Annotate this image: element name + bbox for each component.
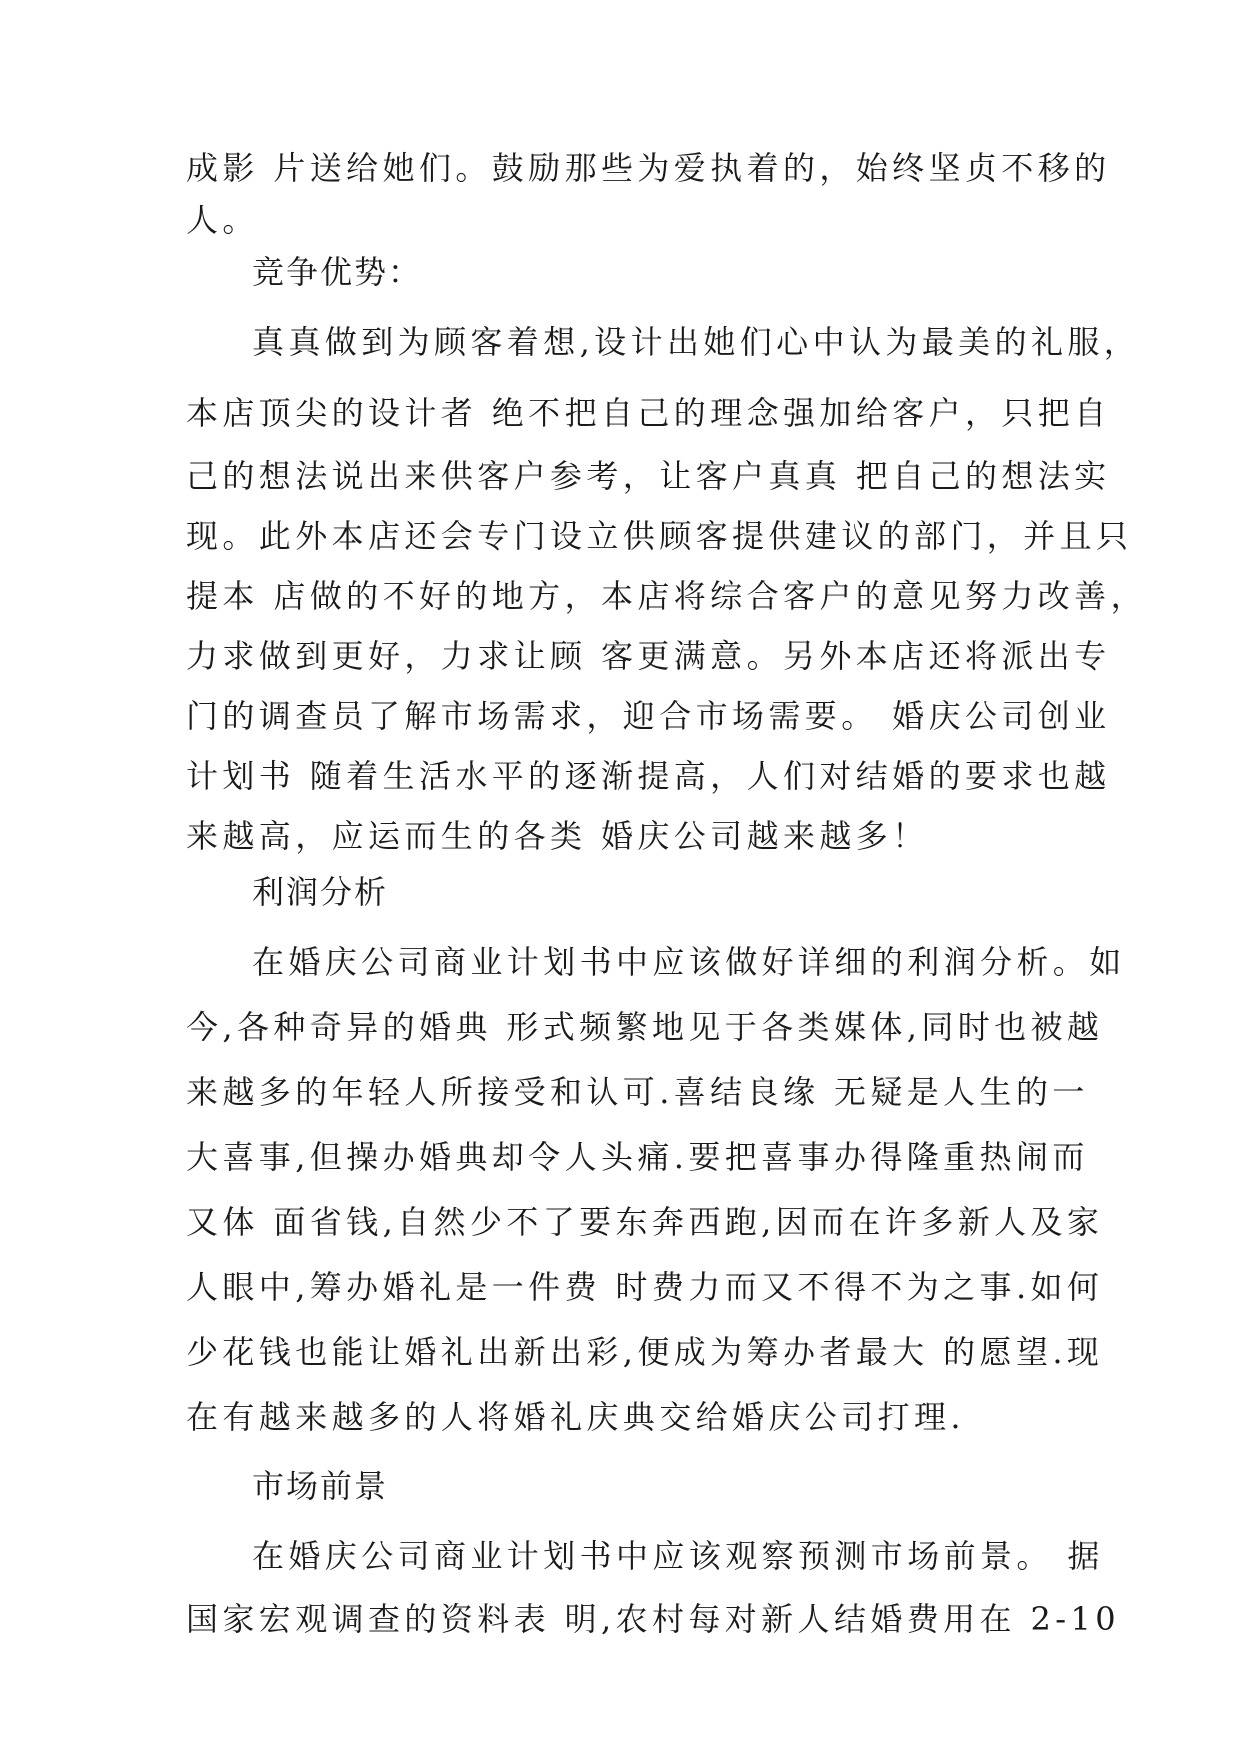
section-heading: 利润分析 xyxy=(252,873,389,911)
paragraph-line: 真真做到为顾客着想,设计出她们心中认为最美的礼服， xyxy=(252,323,1141,361)
section-heading: 市场前景 xyxy=(252,1467,389,1505)
paragraph-line: 提本 店做的不好的地方，本店将综合客户的意见努力改善， xyxy=(186,577,1147,615)
paragraph-line: 人。 xyxy=(186,201,259,239)
paragraph-line: 己的想法说出来供客户参考，让客户真真 把自己的想法实 xyxy=(186,457,1111,495)
section-heading: 竞争优势： xyxy=(252,253,423,291)
paragraph-line: 本店顶尖的设计者 绝不把自己的理念强加给客户，只把自 xyxy=(186,394,1111,432)
paragraph-line: 又体 面省钱,自然少不了要东奔西跑,因而在许多新人及家 xyxy=(186,1203,1104,1241)
paragraph-line: 在婚庆公司商业计划书中应该观察预测市场前景。 据 xyxy=(252,1537,1104,1575)
paragraph-line: 成影 片送给她们。鼓励那些为爱执着的，始终坚贞不移的 xyxy=(186,149,1111,187)
paragraph-line: 少花钱也能让婚礼出新出彩,便成为筹办者最大 的愿望.现 xyxy=(186,1333,1104,1371)
paragraph-line: 现。此外本店还会专门设立供顾客提供建议的部门，并且只 xyxy=(186,517,1133,555)
paragraph-line: 力求做到更好，力求让顾 客更满意。另外本店还将派出专 xyxy=(186,637,1111,675)
paragraph-line: 计划书 随着生活水平的逐渐提高，人们对结婚的要求也越 xyxy=(186,757,1111,795)
paragraph-line: 在婚庆公司商业计划书中应该做好详细的利润分析。如 xyxy=(252,943,1126,981)
paragraph-line: 国家宏观调查的资料表 明,农村每对新人结婚费用在 2-10 xyxy=(186,1600,1121,1638)
paragraph-line: 大喜事,但操办婚典却令人头痛.要把喜事办得隆重热闹而 xyxy=(186,1138,1089,1176)
paragraph-line: 人眼中,筹办婚礼是一件费 时费力而又不得不为之事.如何 xyxy=(186,1268,1104,1306)
paragraph-line: 在有越来越多的人将婚礼庆典交给婚庆公司打理. xyxy=(186,1398,965,1436)
paragraph-line: 今,各种奇异的婚典 形式频繁地见于各类媒体,同时也被越 xyxy=(186,1008,1104,1046)
paragraph-line: 门的调查员了解市场需求，迎合市场需要。 婚庆公司创业 xyxy=(186,697,1111,735)
paragraph-line: 来越高，应运而生的各类 婚庆公司越来越多！ xyxy=(186,817,929,855)
paragraph-line: 来越多的年轻人所接受和认可.喜结良缘 无疑是人生的一 xyxy=(186,1073,1089,1111)
